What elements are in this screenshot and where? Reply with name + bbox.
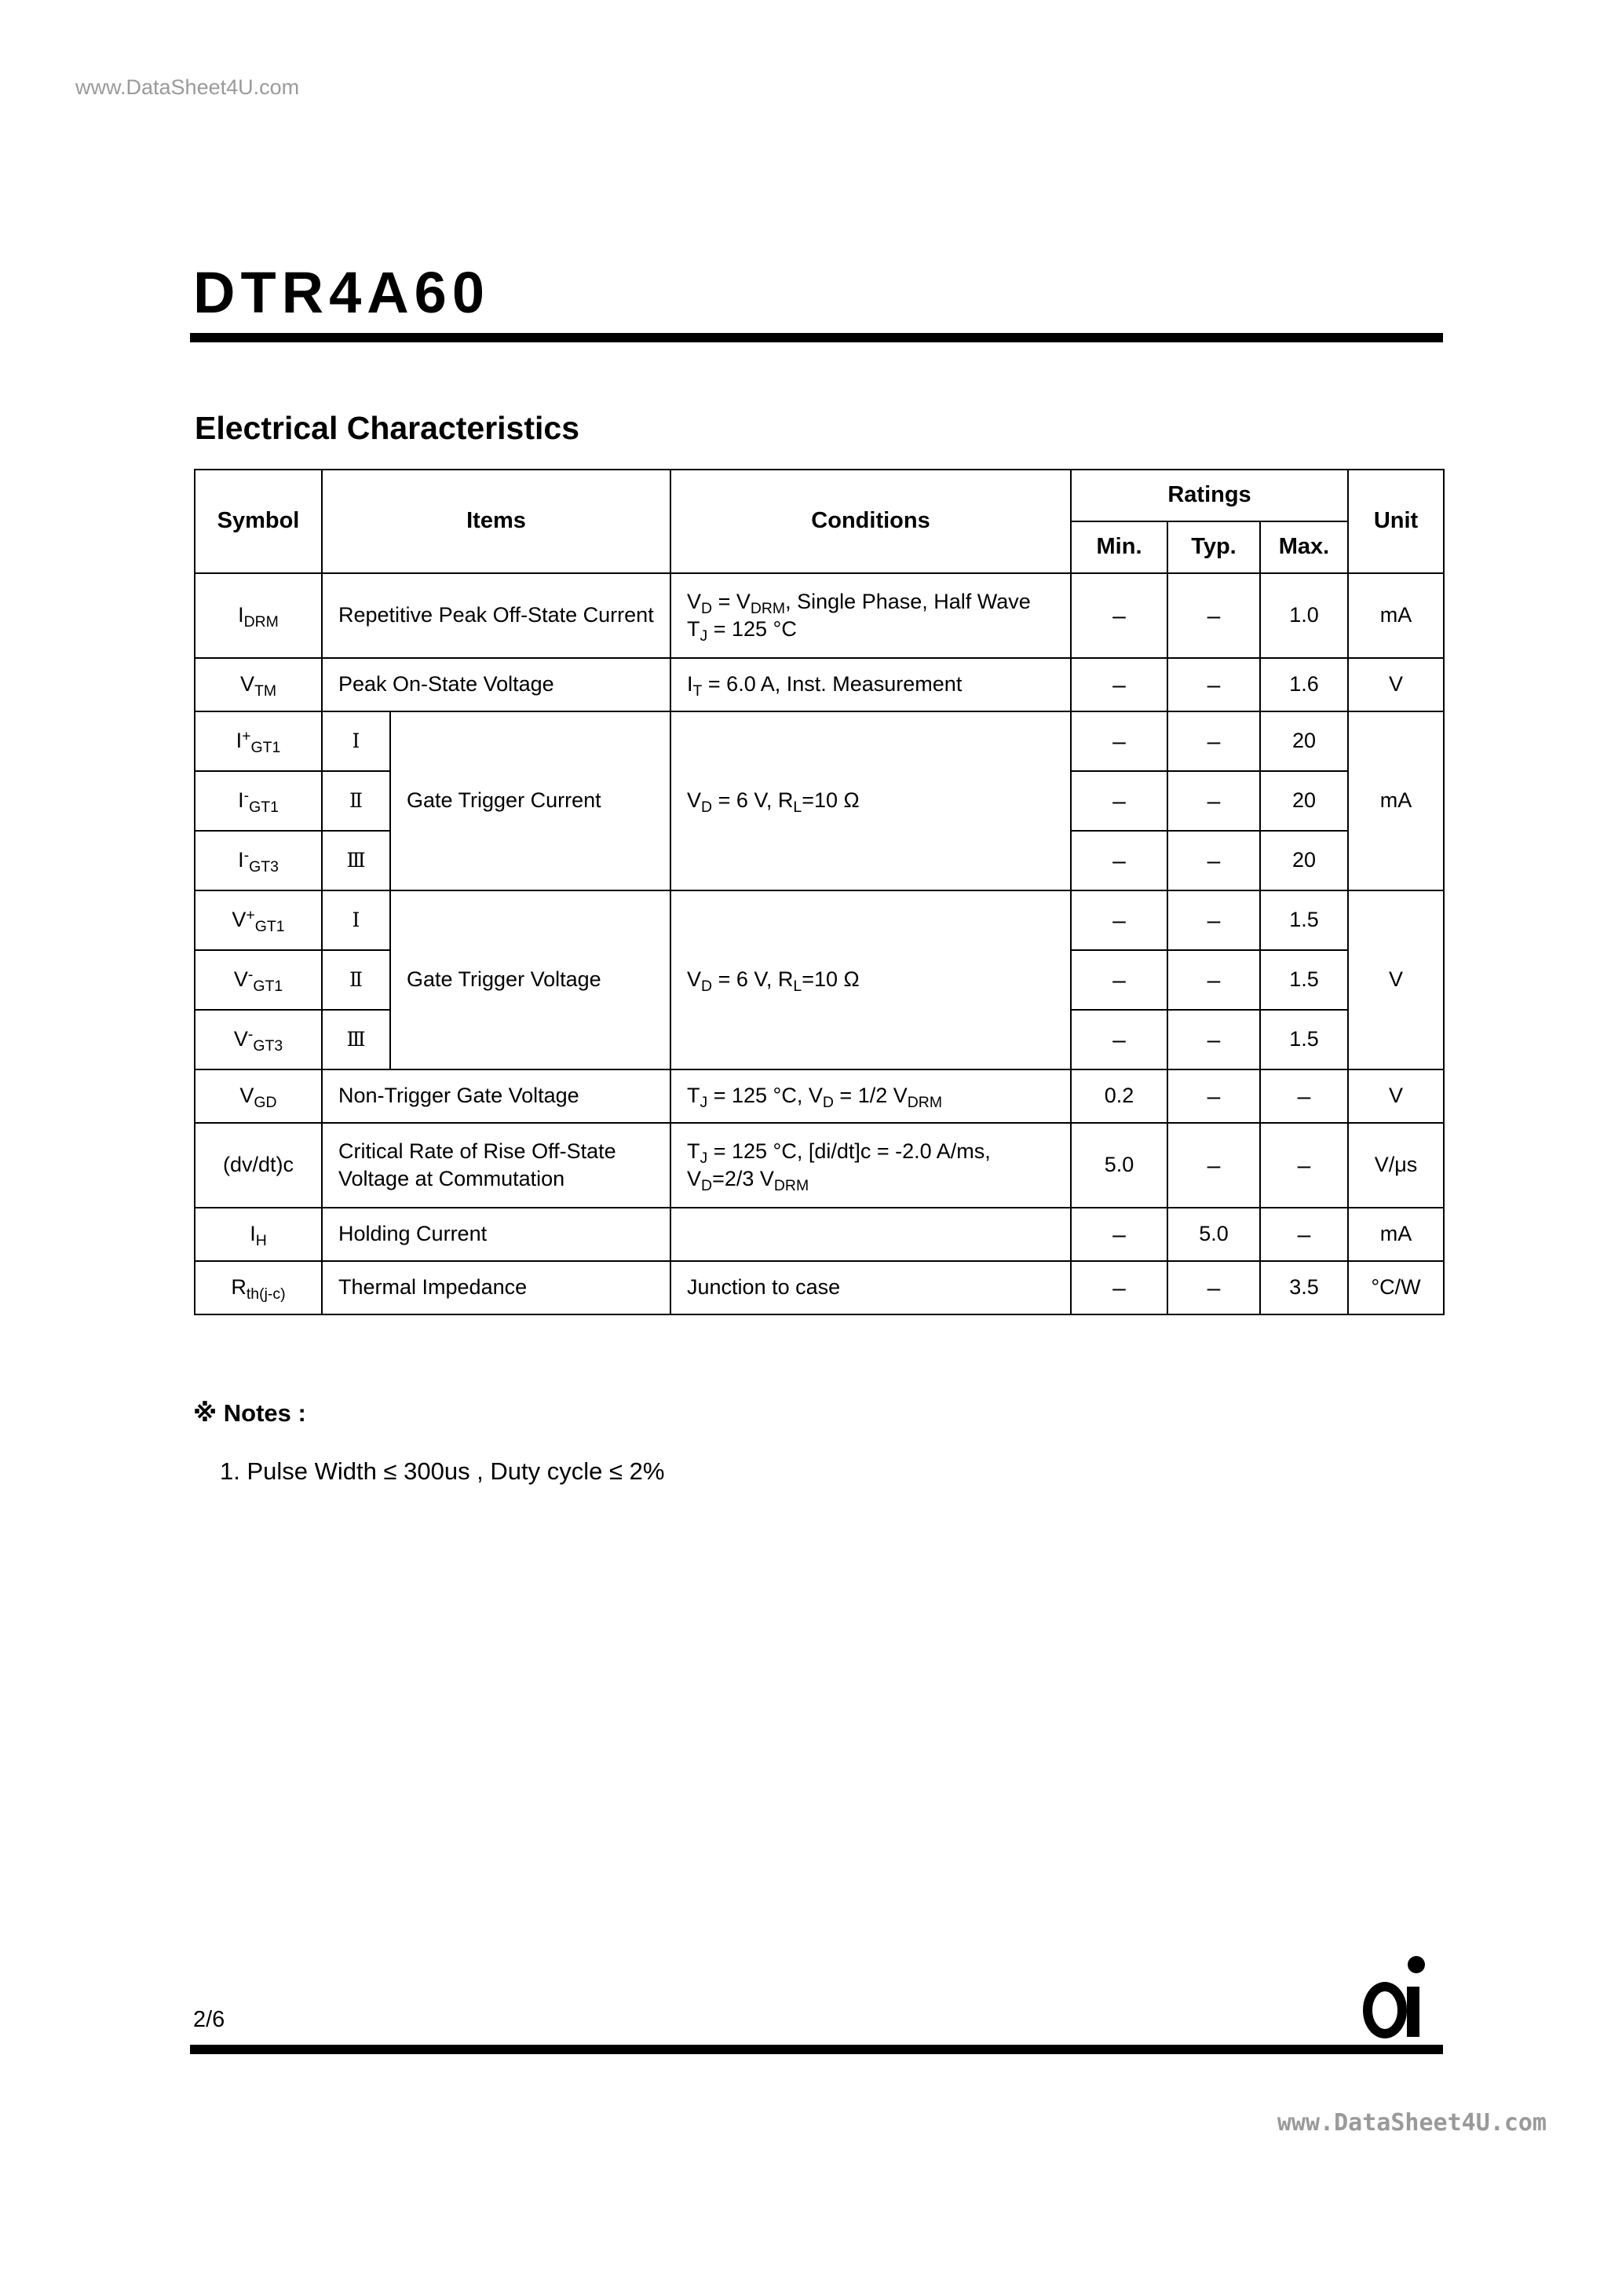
table-row (195, 890, 1444, 950)
symbol-cell: $R_{th(j-c)}$ (195, 1261, 322, 1314)
conditions-cell: $V_D = V_{DRM}$, Single Phase, Half Wave $T_J = 125$ °C (670, 573, 1071, 658)
max-cell: 1.5 (1260, 890, 1348, 950)
electrical-characteristics-table (194, 469, 1445, 1315)
conditions-cell: $T_J = 125$ °C, $V_D = 1/2$ $V_{DRM}$ (670, 1069, 1071, 1123)
symbol-cell: $V^-_{GT1}$ (195, 950, 322, 1010)
min-cell: – (1071, 890, 1167, 950)
typ-cell: – (1167, 771, 1260, 831)
typ-cell: – (1167, 890, 1260, 950)
symbol-cell: $V^+_{GT1}$ (195, 890, 322, 950)
typ-cell: – (1167, 1261, 1260, 1314)
min-cell: 5.0 (1071, 1123, 1167, 1208)
unit-cell: V (1348, 1069, 1444, 1123)
item-cell: Non-Trigger Gate Voltage (322, 1069, 670, 1123)
watermark-top: www.DataSheet4U.com (75, 75, 300, 99)
typ-cell: – (1167, 573, 1260, 658)
max-cell: 1.0 (1260, 573, 1348, 658)
table-row (195, 711, 1444, 771)
table-row (195, 1069, 1444, 1123)
symbol-cell: $V_{TM}$ (195, 658, 322, 711)
max-cell: 20 (1260, 711, 1348, 771)
item-cell: Holding Current (322, 1208, 670, 1261)
symbol-cell: $I_{DRM}$ (195, 573, 322, 658)
table-row (195, 658, 1444, 711)
symbol-cell: $V_{GD}$ (195, 1069, 322, 1123)
ai-logo-icon (1361, 1952, 1432, 2040)
min-cell: – (1071, 1010, 1167, 1069)
typ-cell: – (1167, 1069, 1260, 1123)
min-cell: – (1071, 1208, 1167, 1261)
symbol-cell: (dv/dt)c (195, 1123, 322, 1208)
max-cell: 20 (1260, 771, 1348, 831)
note-item: 1. Pulse Width ≤ 300us , Duty cycle ≤ 2% (220, 1457, 665, 1485)
notes-title: ※ Notes : (193, 1399, 306, 1427)
table-row (195, 1208, 1444, 1261)
symbol-cell: $I_H$ (195, 1208, 322, 1261)
header-items: Items (322, 470, 670, 573)
page-number: 2/6 (193, 2007, 225, 2032)
min-cell: – (1071, 771, 1167, 831)
min-cell: – (1071, 950, 1167, 1010)
unit-cell: V (1348, 658, 1444, 711)
typ-cell: – (1167, 1123, 1260, 1208)
max-cell: 1.5 (1260, 950, 1348, 1010)
conditions-cell: $V_D = 6$ V, $R_L=10$ Ω (670, 890, 1071, 1069)
max-cell: – (1260, 1069, 1348, 1123)
footer-rule (190, 2045, 1443, 2054)
unit-cell: °C/W (1348, 1261, 1444, 1314)
max-cell: – (1260, 1123, 1348, 1208)
watermark-bottom: www.DataSheet4U.com (1277, 2109, 1547, 2137)
symbol-cell: $I^+_{GT1}$ (195, 711, 322, 771)
max-cell: 3.5 (1260, 1261, 1348, 1314)
item-cell: Gate Trigger Voltage (390, 890, 670, 1069)
header-typ: Typ. (1167, 521, 1260, 573)
min-cell: – (1071, 831, 1167, 890)
min-cell: – (1071, 573, 1167, 658)
item-cell: Repetitive Peak Off-State Current (322, 573, 670, 658)
symbol-cell: $I^-_{GT3}$ (195, 831, 322, 890)
header-max: Max. (1260, 521, 1348, 573)
mode-cell: Ⅰ (322, 711, 390, 771)
max-cell: 1.6 (1260, 658, 1348, 711)
min-cell: 0.2 (1071, 1069, 1167, 1123)
typ-cell: – (1167, 711, 1260, 771)
typ-cell: – (1167, 1010, 1260, 1069)
header-unit: Unit (1348, 470, 1444, 573)
mode-cell: Ⅱ (322, 771, 390, 831)
max-cell: – (1260, 1208, 1348, 1261)
conditions-cell (670, 1208, 1071, 1261)
conditions-cell: $T_J = 125$ °C, [di/dt]c = -2.0 A/ms, $V_D=2/3$ $V_{DRM}$ (670, 1123, 1071, 1208)
header-ratings: Ratings (1071, 470, 1348, 521)
min-cell: – (1071, 1261, 1167, 1314)
typ-cell: 5.0 (1167, 1208, 1260, 1261)
item-cell: Thermal Impedance (322, 1261, 670, 1314)
header-conditions: Conditions (670, 470, 1071, 573)
document-title: DTR4A60 (193, 260, 490, 325)
header-symbol: Symbol (195, 470, 322, 573)
header-min: Min. (1071, 521, 1167, 573)
conditions-cell: Junction to case (670, 1261, 1071, 1314)
typ-cell: – (1167, 950, 1260, 1010)
section-title: Electrical Characteristics (195, 410, 579, 446)
unit-cell: mA (1348, 1208, 1444, 1261)
unit-cell: mA (1348, 573, 1444, 658)
max-cell: 20 (1260, 831, 1348, 890)
mode-cell: Ⅲ (322, 831, 390, 890)
min-cell: – (1071, 711, 1167, 771)
table-row (195, 1123, 1444, 1208)
title-rule (190, 333, 1443, 342)
mode-cell: Ⅰ (322, 890, 390, 950)
conditions-cell: $I_T = 6.0$ A, Inst. Measurement (670, 658, 1071, 711)
typ-cell: – (1167, 658, 1260, 711)
min-cell: – (1071, 658, 1167, 711)
item-cell: Peak On-State Voltage (322, 658, 670, 711)
mode-cell: Ⅱ (322, 950, 390, 1010)
item-cell: Gate Trigger Current (390, 711, 670, 890)
unit-cell: V (1348, 890, 1444, 1069)
conditions-cell: $V_D = 6$ V, $R_L=10$ Ω (670, 711, 1071, 890)
unit-cell: mA (1348, 711, 1444, 890)
unit-cell: V/μs (1348, 1123, 1444, 1208)
item-cell: Critical Rate of Rise Off-State Voltage at Commutation (322, 1123, 670, 1208)
table-row (195, 573, 1444, 658)
mode-cell: Ⅲ (322, 1010, 390, 1069)
typ-cell: – (1167, 831, 1260, 890)
symbol-cell: $I^-_{GT1}$ (195, 771, 322, 831)
table-row (195, 1261, 1444, 1314)
symbol-cell: $V^-_{GT3}$ (195, 1010, 322, 1069)
max-cell: 1.5 (1260, 1010, 1348, 1069)
